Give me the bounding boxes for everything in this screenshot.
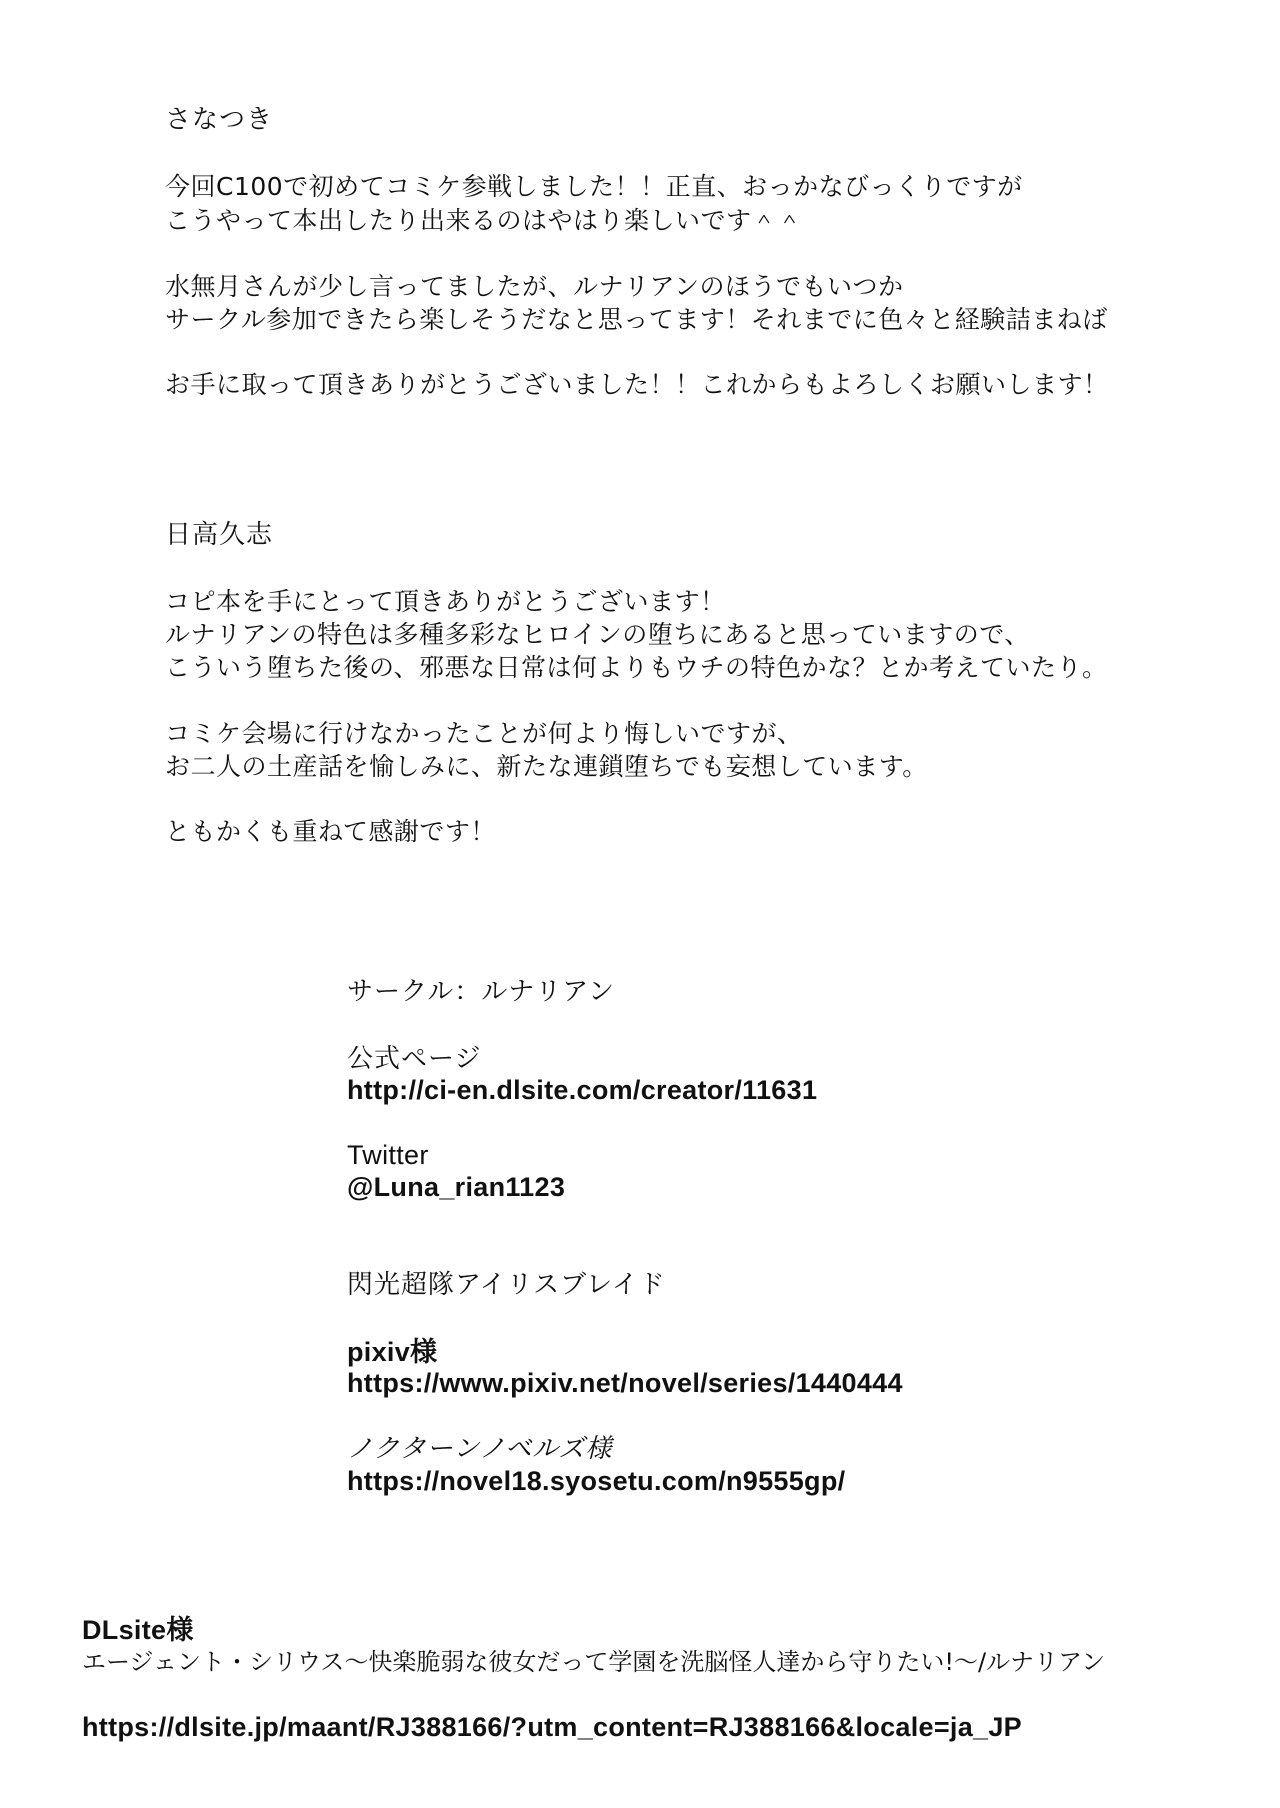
dlsite-link[interactable]: https://dlsite.jp/maant/RJ388166/?utm_content=RJ388166&locale=ja_JP xyxy=(82,1712,1022,1742)
pixiv-link[interactable]: https://www.pixiv.net/novel/series/1440444 xyxy=(347,1368,903,1398)
hidaka-line-1: コピ本を手にとって頂きありがとうございます！ xyxy=(165,587,726,616)
pixiv-url[interactable] xyxy=(347,1366,903,1400)
hidaka-line-4: コミケ会場に行けなかったことが何より悔しいですが、 xyxy=(165,719,803,748)
circle-name: サークル：ルナリアン xyxy=(347,977,616,1007)
dlsite-label: DLsite様 xyxy=(82,1615,194,1645)
sanatsuki-line-4: サークル参加できたら楽しそうだなと思ってます！それまでに色々と経験詰まねば xyxy=(165,305,1108,334)
nocturne-label: ノクターンノベルズ様 xyxy=(347,1434,613,1464)
pixiv-label: pixiv様 xyxy=(347,1337,438,1367)
hidaka-line-5: お二人の土産話を愉しみに、新たな連鎖堕ちでも妄想しています。 xyxy=(165,752,928,781)
sanatsuki-line-2: こうやって本出したり出来るのはやはり楽しいです＾＾ xyxy=(165,206,803,235)
official-page-url[interactable] xyxy=(347,1073,817,1107)
hidaka-line-3: こういう堕ちた後の、邪悪な日常は何よりもウチの特色かな？とか考えていたり。 xyxy=(165,653,1108,682)
twitter-label: Twitter xyxy=(347,1140,429,1170)
nocturne-link[interactable]: https://novel18.syosetu.com/n9555gp/ xyxy=(347,1466,846,1496)
dlsite-title: エージェント・シリウス～快楽脆弱な彼女だって学園を洗脳怪人達から守りたい!～/ルナリアン xyxy=(82,1648,1106,1676)
twitter-handle[interactable]: @Luna_rian1123 xyxy=(347,1172,566,1202)
sanatsuki-heading: さなつき xyxy=(165,105,274,135)
sanatsuki-line-5: お手に取って頂きありがとうございました！！これからもよろしくお願いします！ xyxy=(165,370,1109,399)
official-page-link[interactable]: http://ci-en.dlsite.com/creator/11631 xyxy=(347,1075,818,1105)
hidaka-line-2: ルナリアンの特色は多種多彩なヒロインの堕ちにあると思っていますので、 xyxy=(165,620,1030,649)
sanatsuki-line-1: 今回C100で初めてコミケ参戦しました！！正直、おっかなびっくりですが xyxy=(165,172,1023,201)
official-page-label: 公式ページ xyxy=(347,1044,482,1074)
nocturne-url[interactable] xyxy=(347,1464,845,1498)
dlsite-url[interactable] xyxy=(82,1710,1022,1744)
sanatsuki-line-3: 水無月さんが少し言ってましたが、ルナリアンのほうでもいつか xyxy=(165,272,904,301)
hidaka-heading: 日高久志 xyxy=(165,520,274,550)
hidaka-line-6: ともかくも重ねて感謝です！ xyxy=(165,817,496,846)
series-title: 閃光超隊アイリスブレイド xyxy=(347,1270,666,1300)
